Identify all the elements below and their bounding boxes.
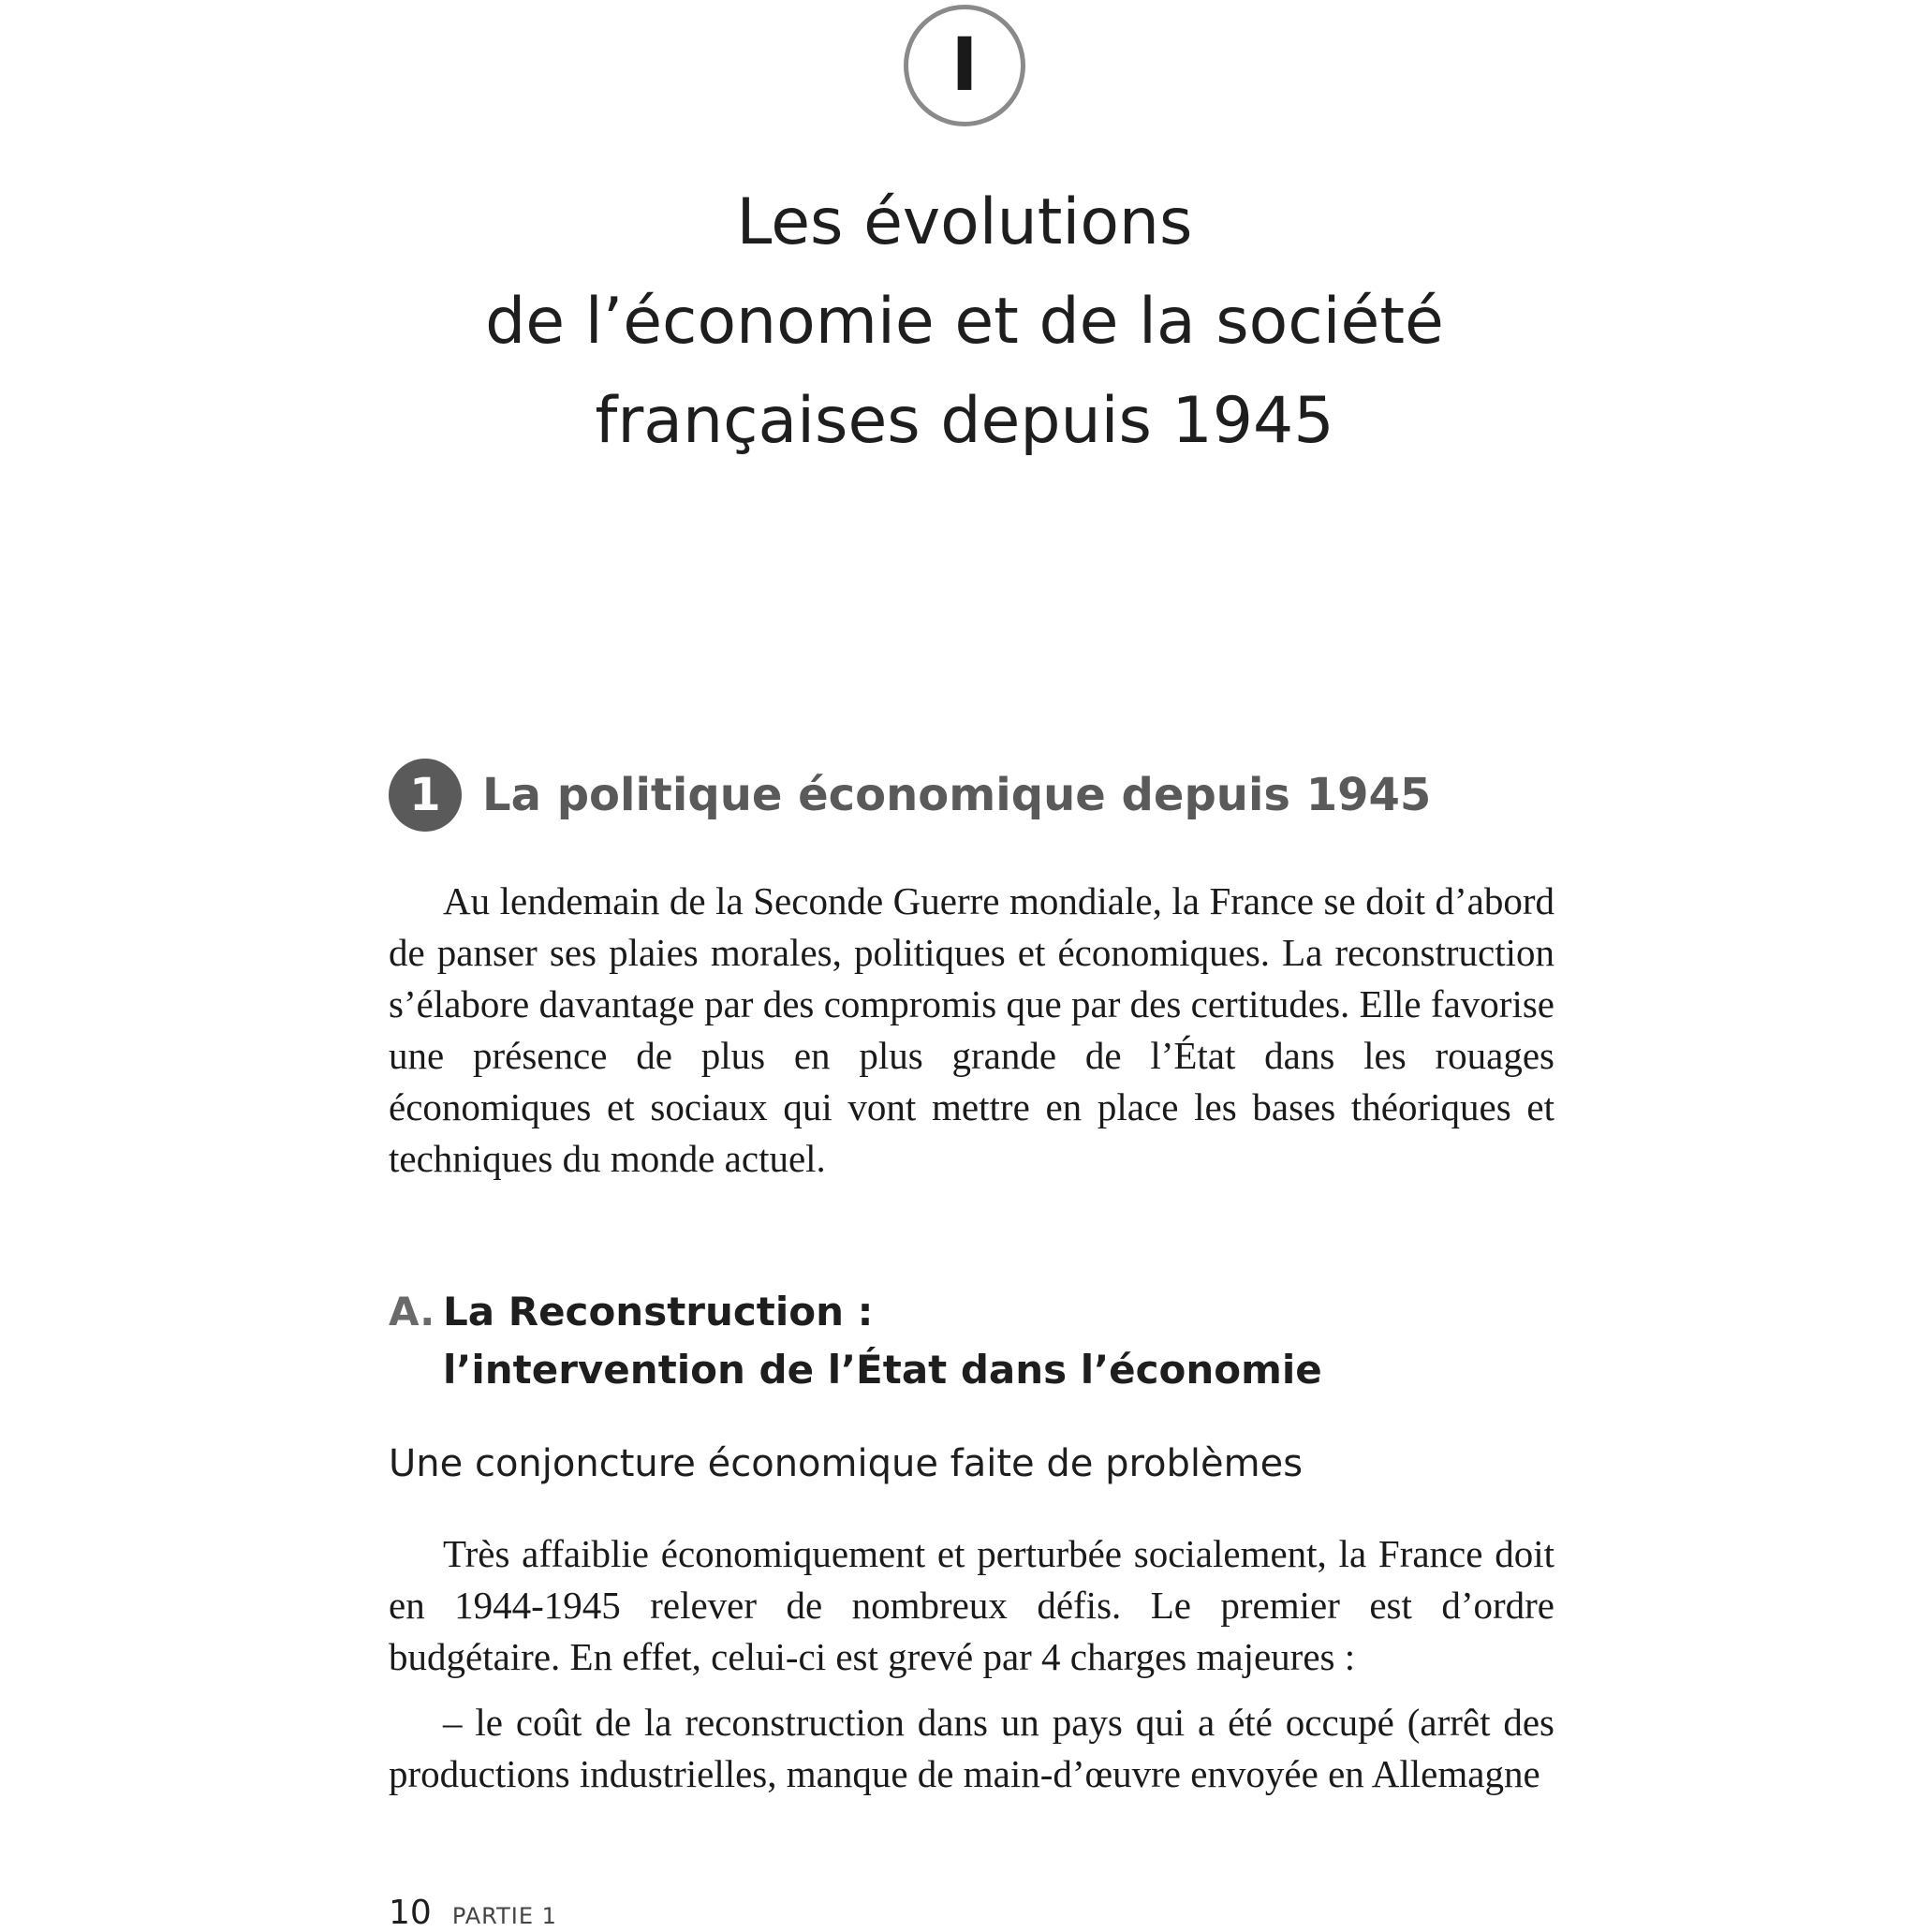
section-number: 1 <box>409 769 441 821</box>
chapter-title-line: Les évolutions <box>736 185 1193 259</box>
sub-subsection-title: Une conjoncture économique faite de problèmes <box>389 1442 1304 1485</box>
intro-paragraph: Au lendemain de la Seconde Guerre mondiale, la France se doit d’abord de panser ses plaies morales, politiques et économiques. La reconstruction s’élabore davantage par des compromis que par des certitudes. Elle favorise une présence de plus en plus grande de l’État dans les rouages économiques et sociaux qui vont mettre en place les bases théoriques et techniques du monde actuel. <box>389 879 1554 1180</box>
subsection-title <box>443 1283 1322 1399</box>
subsection-heading <box>389 1283 1322 1399</box>
subsection-title-line: La Reconstruction : <box>443 1289 874 1335</box>
subsection-title-line: l’intervention de l’État dans l’économie <box>443 1347 1322 1393</box>
chapter-title-line: de l’économie et de la société <box>485 285 1444 359</box>
section-heading <box>389 759 1431 832</box>
chapter-numeral: I <box>950 23 979 108</box>
page-footer <box>389 1894 557 1932</box>
chapter-title-line: françaises depuis 1945 <box>595 384 1334 458</box>
chapter-number-badge <box>904 5 1025 126</box>
subsection-letter: A. <box>389 1289 435 1335</box>
part-label: PARTIE 1 <box>451 1903 557 1929</box>
chapter-title <box>309 173 1620 471</box>
section-title: La politique économique depuis 1945 <box>482 769 1432 821</box>
page-number: 10 <box>389 1894 432 1932</box>
body-paragraph: – le coût de la reconstruction dans un pays qui a été occupé (arrêt des productions industrielles, manque de main-d’œuvre envoyée en Allemagne <box>389 1701 1554 1795</box>
body-paragraph: Très affaiblie économiquement et perturbée socialement, la France doit en 1944-1945 relever de nombreux défis. Le premier est d’ordre budgétaire. En effet, celui-ci est grevé par 4 charges majeures : <box>389 1532 1554 1678</box>
section-number-badge <box>389 759 462 832</box>
